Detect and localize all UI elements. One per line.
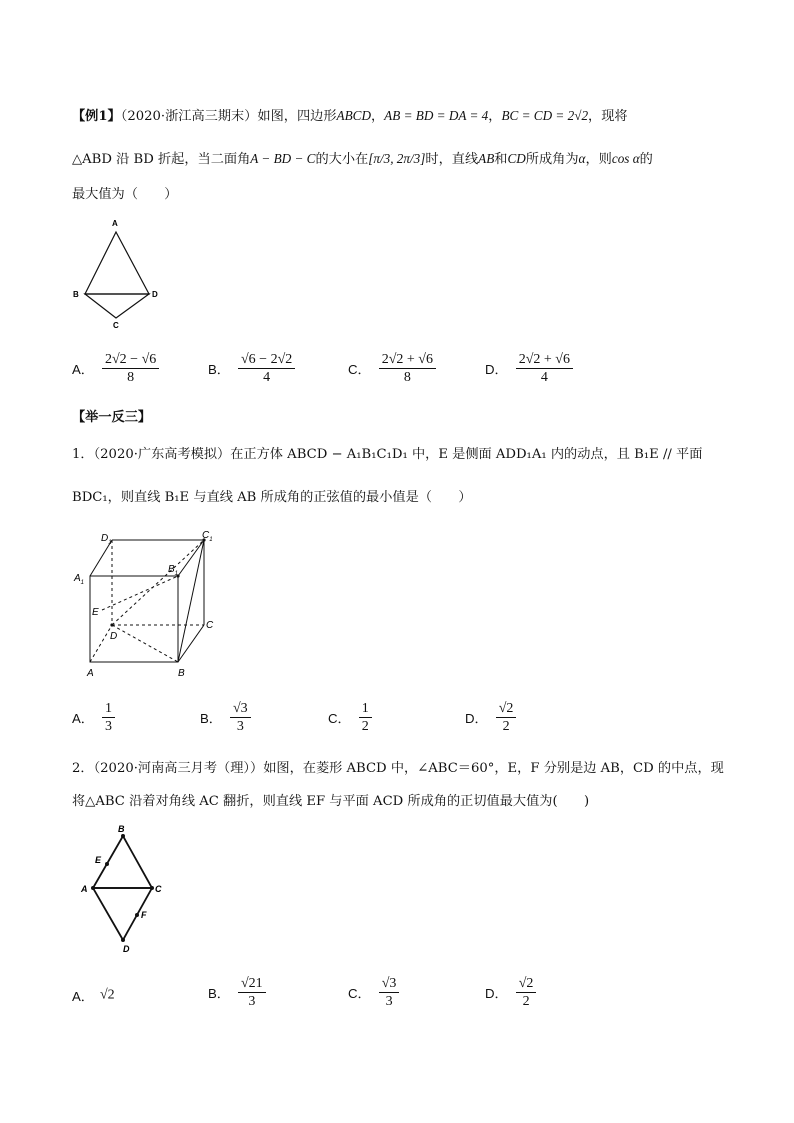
option-numerator: √3 — [230, 700, 251, 718]
option-numerator: √3 — [379, 975, 400, 993]
option-label: C． — [328, 711, 351, 726]
label-c: C — [206, 620, 214, 631]
angle-range: [π/3, 2π/3] — [368, 151, 426, 166]
label-f: F — [141, 910, 147, 920]
label-b: B — [118, 824, 125, 834]
hidden-edge-ad — [90, 625, 112, 662]
vertex-d-label: D — [152, 290, 158, 299]
label-e: E — [92, 607, 99, 618]
option-label: C． — [348, 362, 371, 377]
option-numerator: √21 — [238, 975, 266, 993]
q1-option-b[interactable] — [200, 700, 253, 735]
option-numerator: 1 — [359, 700, 372, 718]
option-label: A． — [72, 362, 94, 377]
option-value: √2 — [99, 987, 115, 1003]
example-option-d[interactable] — [485, 351, 575, 386]
vertex-c-label: C — [113, 321, 119, 330]
condition-2: BC = CD = 2√2 — [501, 108, 589, 123]
example-text: ，则 — [585, 152, 612, 167]
option-denominator: 2 — [522, 994, 530, 1009]
q2-option-c[interactable] — [348, 975, 401, 1010]
label-b1: $B_1$ — [168, 564, 179, 577]
option-label: B． — [208, 362, 230, 377]
example-text: 和 — [494, 152, 508, 167]
label-d: D — [110, 631, 118, 642]
triangle-abd — [85, 232, 149, 294]
option-denominator: 4 — [540, 370, 548, 385]
option-label: A． — [72, 989, 94, 1004]
cos-alpha: cos α — [611, 151, 640, 166]
example-text: 的 — [639, 152, 653, 167]
vertex-a-label: A — [112, 219, 118, 228]
point-a — [91, 886, 95, 890]
vertex-b-label: B — [73, 290, 79, 299]
cube-front-face — [90, 576, 178, 662]
section-title: 【举一反三】 — [72, 410, 152, 425]
option-denominator: 4 — [263, 370, 271, 385]
option-denominator: 3 — [385, 994, 393, 1009]
example-line-2 — [72, 150, 653, 169]
q1-option-d[interactable] — [465, 700, 518, 735]
option-denominator: 3 — [236, 719, 244, 734]
option-denominator: 3 — [248, 994, 256, 1009]
option-denominator: 8 — [127, 370, 135, 385]
example-line-1: 【例1】（2020·浙江高三期末）如图，四边形ABCD，AB = BD = DA = 4，BC = CD = 2√2，现将 — [72, 108, 628, 124]
option-label: C． — [348, 986, 371, 1001]
option-denominator: 3 — [104, 719, 112, 734]
label-c1: $C_1$ — [202, 530, 213, 543]
label-c: C — [155, 884, 162, 894]
rhombus-figure — [76, 822, 176, 952]
point-c — [150, 886, 154, 890]
example-text: 的大小在 — [315, 152, 369, 167]
line-cd: CD — [507, 151, 526, 166]
option-label: D． — [485, 986, 508, 1001]
example-option-b[interactable] — [208, 351, 297, 386]
example-title: 【例1】 — [72, 109, 121, 124]
q2-line-2: 将△ABC 沿着对角线 AC 翻折，则直线 EF 与平面 ACD 所成角的正切值最大值为( ) — [72, 794, 590, 809]
example-line-3: 最大值为（ ） — [72, 187, 178, 202]
example-option-c[interactable] — [348, 351, 438, 386]
q2-option-d[interactable] — [485, 975, 538, 1010]
point-f — [135, 913, 139, 917]
q2-line-1: 2．（2020·河南高三月考（理））如图，在菱形 ABCD 中，∠ABC＝60°，E，F 分别是边 AB，CD 的中点，现 — [72, 761, 724, 776]
point-b — [121, 834, 125, 838]
example-text: 所成角为 — [525, 152, 579, 167]
option-numerator: 1 — [102, 700, 115, 718]
alpha-symbol: α — [578, 151, 586, 166]
option-numerator: 2√2 − √6 — [102, 351, 159, 369]
q1-option-c[interactable] — [328, 700, 374, 735]
dihedral-angle: A − BD − C — [250, 151, 316, 166]
example-source: （2020·浙江高三期末） — [120, 109, 258, 124]
cube-figure — [70, 528, 220, 683]
option-numerator: √2 — [516, 975, 537, 993]
q1-option-a[interactable] — [72, 700, 117, 735]
option-label: A． — [72, 711, 94, 726]
label-a1: $A_1$ — [74, 573, 85, 586]
label-b: B — [178, 668, 185, 679]
example-text: ，现将 — [588, 109, 628, 124]
label-e: E — [95, 855, 102, 865]
example-text: 时，直线 — [425, 152, 479, 167]
hidden-diagonal-dc1 — [112, 540, 204, 625]
triangle-abc — [93, 836, 152, 888]
option-denominator: 2 — [361, 719, 369, 734]
option-denominator: 2 — [502, 719, 510, 734]
example-text: △ABD 沿 BD 折起，当二面角 — [72, 152, 251, 167]
label-a: A — [81, 884, 88, 894]
label-d: D — [123, 944, 130, 952]
point-d — [121, 938, 125, 942]
option-label: B． — [208, 986, 230, 1001]
example-option-a[interactable] — [72, 351, 161, 386]
option-numerator: √2 — [496, 700, 517, 718]
option-numerator: 2√2 + √6 — [379, 351, 436, 369]
kite-figure — [70, 214, 170, 334]
q2-option-a[interactable] — [72, 986, 115, 1005]
hidden-diagonal-db — [112, 625, 178, 662]
option-label: D． — [465, 711, 488, 726]
q1-line-1: 1．（2020·广东高考模拟）在正方体 ABCD − A₁B₁C₁D₁ 中，E 是侧面 ADD₁A₁ 内的动点，且 B₁E // 平面 — [72, 447, 703, 462]
option-label: D． — [485, 362, 508, 377]
line-ab: AB — [478, 151, 495, 166]
option-denominator: 8 — [403, 370, 411, 385]
point-d — [110, 623, 113, 626]
triangle-bcd — [85, 294, 149, 318]
option-numerator: 2√2 + √6 — [516, 351, 573, 369]
q2-option-b[interactable] — [208, 975, 268, 1010]
label-d1: $D_1$ — [101, 533, 112, 546]
example-text: 如图，四边形 — [257, 109, 337, 124]
option-label: B． — [200, 711, 222, 726]
option-numerator: √6 − 2√2 — [238, 351, 295, 369]
q1-line-2: BDC₁，则直线 B₁E 与直线 AB 所成角的正弦值的最小值是（ ） — [72, 490, 472, 505]
label-a: A — [87, 668, 94, 679]
quad-name: ABCD — [336, 108, 371, 123]
condition-1: AB = BD = DA = 4 — [384, 108, 489, 123]
point-e — [105, 862, 109, 866]
segment-eb1 — [102, 576, 178, 610]
